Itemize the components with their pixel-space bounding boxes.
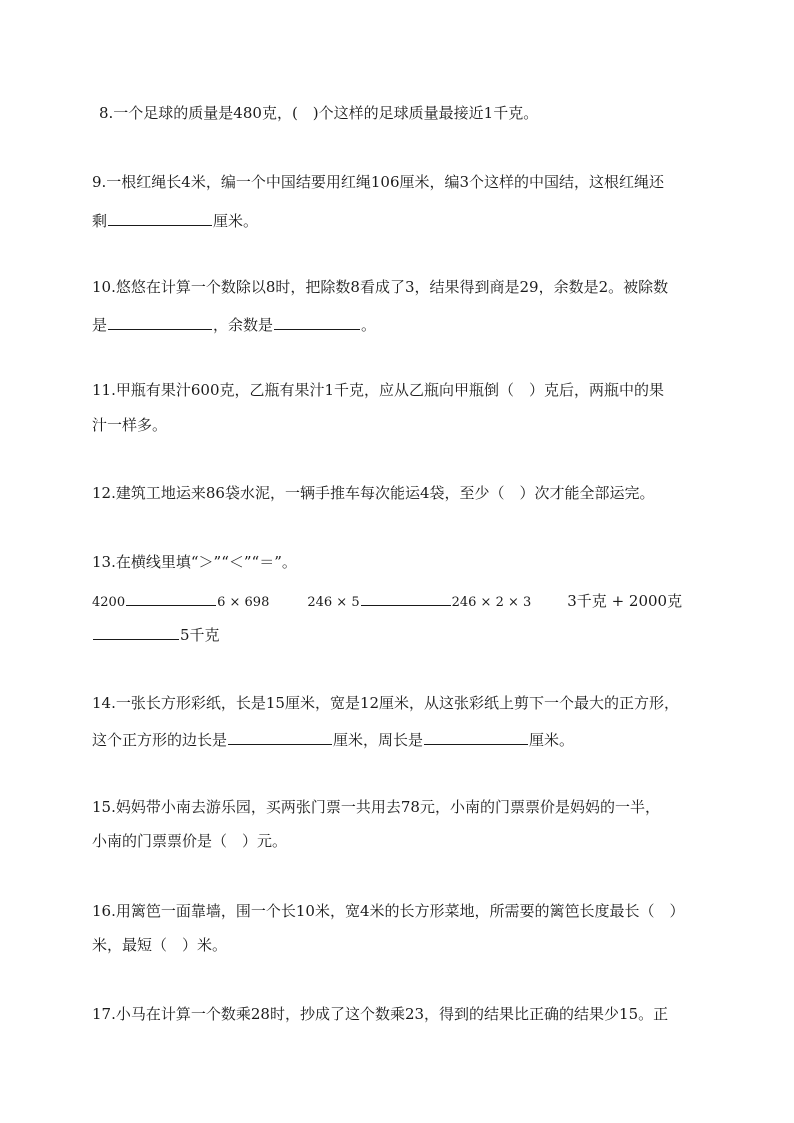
question-14: 14.一张长方形彩纸，长是15厘米，宽是12厘米，从这张彩纸上剪下一个最大的正方形，	[92, 694, 680, 712]
answer-blank[interactable]	[361, 589, 451, 606]
answer-blank[interactable]	[108, 209, 212, 226]
question-13: 13.在横线里填“＞”“＜”“＝”。	[92, 553, 297, 571]
question-10: 10.悠悠在计算一个数除以8时，把除数8看成了3，结果得到商是29，余数是2。被除数	[92, 278, 669, 296]
question-10-line-2: 是 ，余数是 。	[92, 313, 734, 335]
question-14-line-2: 这个正方形的边长是 厘米，周长是 厘米。	[92, 728, 734, 750]
question-11-line-2: 汁一样多。	[92, 416, 168, 434]
answer-blank[interactable]	[126, 589, 216, 606]
question-15-line-2: 小南的门票票价是（ ）元。	[92, 832, 288, 850]
question-15: 15.妈妈带小南去游乐园，买两张门票一共用去78元，小南的门票票价是妈妈的一半，	[92, 798, 660, 816]
question-13-comparisons: 4200 6 × 698 246 × 5 246 × 2 × 3 3千克 + 2000克	[92, 589, 734, 613]
answer-blank[interactable]	[274, 313, 360, 330]
question-11: 11.甲瓶有果汁600克，乙瓶有果汁1千克，应从乙瓶向甲瓶倒（ ）克后，两瓶中的果	[92, 381, 665, 399]
answer-blank[interactable]	[93, 623, 179, 640]
question-16-line-2: 米，最短（ ）米。	[92, 936, 228, 954]
question-17: 17.小马在计算一个数乘28时，抄成了这个数乘23，得到的结果比正确的结果少15。正	[92, 1005, 669, 1023]
question-8: 8.一个足球的质量是480克，( )个这样的足球质量最接近1千克。	[99, 104, 539, 122]
answer-blank[interactable]	[228, 728, 332, 745]
question-9: 9.一根红绳长4米，编一个中国结要用红绳106厘米，编3个这样的中国结，这根红绳还	[92, 173, 665, 191]
answer-blank[interactable]	[424, 728, 528, 745]
question-16: 16.用篱笆一面靠墙，围一个长10米，宽4米的长方形菜地，所需要的篱笆长度最长（ ）	[92, 902, 685, 920]
answer-blank[interactable]	[108, 313, 212, 330]
question-12: 12.建筑工地运来86袋水泥，一辆手推车每次能运4袋，至少（ ）次才能全部运完。	[92, 484, 655, 502]
question-9-line-2: 剩 厘米。	[92, 209, 734, 231]
question-13-line-3: 5千克	[92, 623, 734, 645]
